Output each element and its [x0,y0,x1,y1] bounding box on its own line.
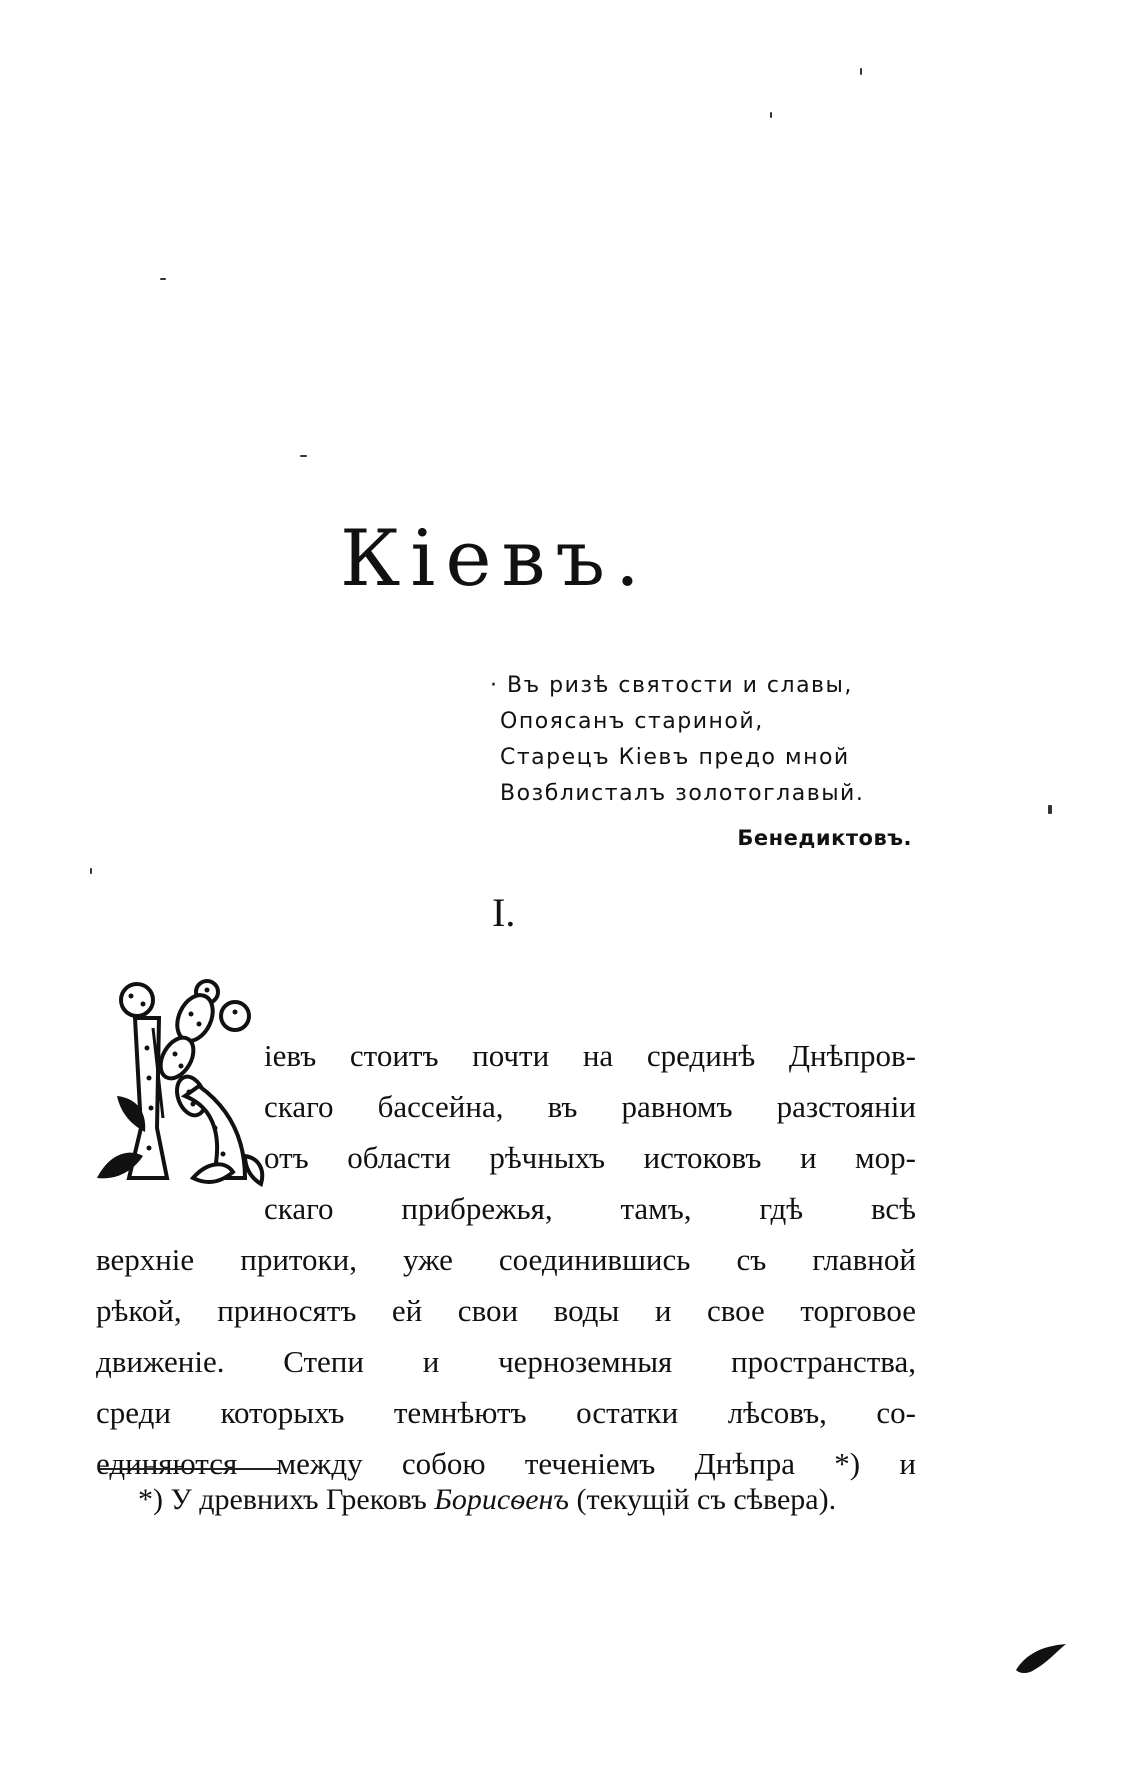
text-line: верхніе притоки, уже соединившись съ главной [96,1242,916,1277]
text-line: движеніе. Степи и черноземныя пространства, [96,1344,916,1379]
scan-speck [1048,805,1052,814]
body-text [96,1030,916,1489]
footnote-divider [100,1468,280,1470]
scan-speck [860,68,862,75]
epigraph-line: Старецъ Кіевъ предо мной [500,745,850,770]
epigraph-line: Возблисталъ золотоглавый. [500,781,865,806]
chapter-title: Кіевъ. [340,514,650,604]
epigraph-line: · Въ ризѣ святости и славы, [490,673,853,698]
ink-blot-icon [1012,1640,1070,1676]
text-line: среди которыхъ темнѣютъ остатки лѣсовъ, со- [96,1395,916,1430]
footnote-suffix: (текущій съ сѣвера). [569,1483,837,1516]
footnote-prefix: *) У древнихъ Грековъ [138,1483,435,1516]
text-line: рѣкой, приносятъ ей свои воды и свое торговое [96,1293,916,1328]
footnote [138,1480,918,1520]
scan-speck [770,112,772,118]
chapter-number: I. [492,890,516,935]
scan-speck [300,455,307,457]
epigraph-line: Опоясанъ стариной, [500,709,764,734]
scan-speck [90,868,92,874]
text-line: скаго прибрежья, тамъ, гдѣ всѣ [264,1191,916,1226]
text-line: единяются между собою теченіемъ Днѣпра *) и [96,1446,916,1481]
scan-speck [160,278,166,280]
epigraph-author: Бенедиктовъ. [737,826,912,850]
text-line: скаго бассейна, въ равномъ разстояніи [264,1089,916,1124]
text-line: іевъ стоитъ почти на срединѣ Днѣпров- [264,1038,916,1073]
footnote-italic-term: Борисѳенъ [434,1483,569,1516]
epigraph [490,668,920,850]
text-line: отъ области рѣчныхъ истоковъ и мор- [264,1140,916,1175]
